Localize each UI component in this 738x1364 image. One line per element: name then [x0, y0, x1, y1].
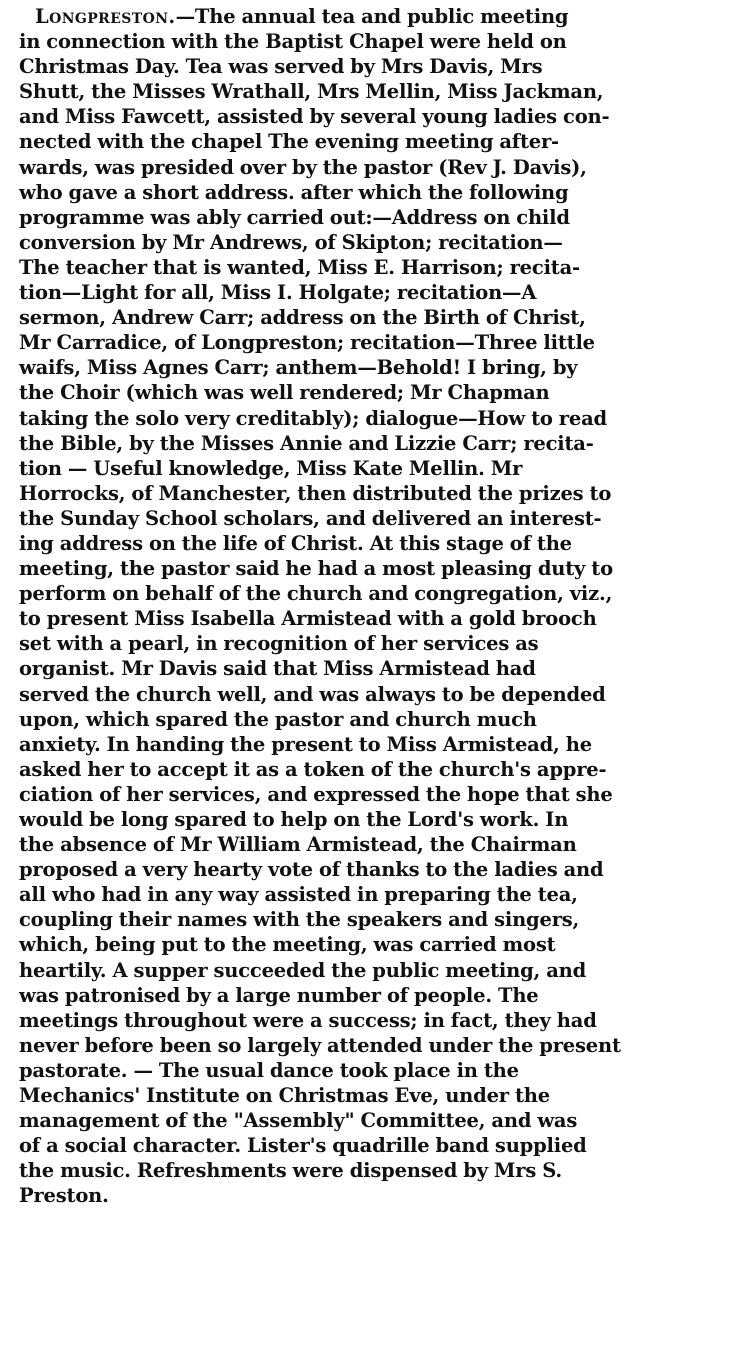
article-line: heartily. A supper succeeded the public meeting, and [19, 958, 587, 982]
article-line: set with a pearl, in recognition of her services as [19, 632, 539, 656]
article-line: anxiety. In handing the present to Miss Armistead, he [19, 732, 592, 756]
article-line: nected with the chapel The evening meeting after- [19, 130, 559, 154]
article-line: all who had in any way assisted in preparing the tea, [19, 883, 578, 907]
article-headline: Longpreston. [35, 5, 176, 28]
article-line: the absence of Mr William Armistead, the Chairman [19, 833, 577, 857]
article-line: the Bible, by the Misses Annie and Lizzie Carr; recita- [19, 431, 594, 455]
article-line: coupling their names with the speakers and singers, [19, 908, 580, 932]
article-line: would be long spared to help on the Lord's work. In [19, 808, 569, 831]
article-line: management of the "Assembly" Committee, and was [19, 1109, 578, 1133]
article-line: tion — Useful knowledge, Miss Kate Mellin. Mr [19, 456, 523, 480]
article-line: meeting, the pastor said he had a most pleasing duty to [19, 557, 613, 581]
article-line: Mechanics' Institute on Christmas Eve, under the [19, 1084, 550, 1108]
article-line: to present Miss Isabella Armistead with a gold brooch [19, 607, 597, 631]
article-line: perform on behalf of the church and congregation, viz., [19, 582, 613, 606]
article-line [19, 4, 726, 29]
article-line: the music. Refreshments were dispensed by Mrs S. [19, 1159, 563, 1183]
article-line: in connection with the Baptist Chapel were held on [19, 30, 567, 54]
article-line: conversion by Mr Andrews, of Skipton; recitation— [19, 230, 563, 254]
article-line: Christmas Day. Tea was served by Mrs Davis, Mrs [19, 55, 543, 79]
article-line: was patronised by a large number of people. The [19, 983, 539, 1007]
article-line: of a social character. Lister's quadrille band supplied [19, 1134, 587, 1158]
article-line: asked her to accept it as a token of the church's appre- [19, 757, 607, 781]
article-line: Shutt, the Misses Wrathall, Mrs Mellin, Miss Jackman, [19, 80, 604, 104]
article-line: who gave a short address. after which the following [19, 180, 569, 204]
article-line: waifs, Miss Agnes Carr; anthem—Behold! I bring, by [19, 356, 578, 380]
article-line: and Miss Fawcett, assisted by several young ladies con- [19, 105, 610, 129]
article-line: upon, which spared the pastor and church much [19, 707, 537, 731]
article-line: the Choir (which was well rendered; Mr Chapman [19, 381, 550, 405]
article-line: pastorate. — The usual dance took place in the [19, 1058, 519, 1082]
article-line: never before been so largely attended under the present [19, 1033, 621, 1057]
article-line: sermon, Andrew Carr; address on the Birth of Christ, [19, 306, 586, 330]
article-line: the Sunday School scholars, and delivered an interest- [19, 506, 602, 530]
article-line: Horrocks, of Manchester, then distributed the prizes to [19, 481, 612, 505]
article-line: ing address on the life of Christ. At this stage of the [19, 531, 572, 555]
article-line: meetings throughout were a success; in fact, they had [19, 1008, 597, 1032]
article-line: which, being put to the meeting, was carried most [19, 933, 556, 957]
article-line: Preston. [19, 1184, 109, 1208]
article-line: The teacher that is wanted, Miss E. Harrison; recita- [19, 255, 580, 279]
article-line: tion—Light for all, Miss I. Holgate; recitation—A [19, 281, 537, 305]
article-line: ciation of her services, and expressed the hope that she [19, 782, 613, 806]
article-line-text: —The annual tea and public meeting [175, 5, 569, 28]
article-line: wards, was presided over by the pastor (Rev J. Davis), [19, 155, 587, 179]
article-line: served the church well, and was always to be depended [19, 682, 606, 706]
article-line: Mr Carradice, of Longpreston; recitation—Three little [19, 331, 595, 355]
article-line: organist. Mr Davis said that Miss Armistead had [19, 657, 536, 681]
article-line: taking the solo very creditably); dialogue—How to read [19, 406, 607, 430]
article-line: proposed a very hearty vote of thanks to the ladies and [19, 858, 604, 882]
article-line: programme was ably carried out:—Address on child [19, 205, 570, 229]
